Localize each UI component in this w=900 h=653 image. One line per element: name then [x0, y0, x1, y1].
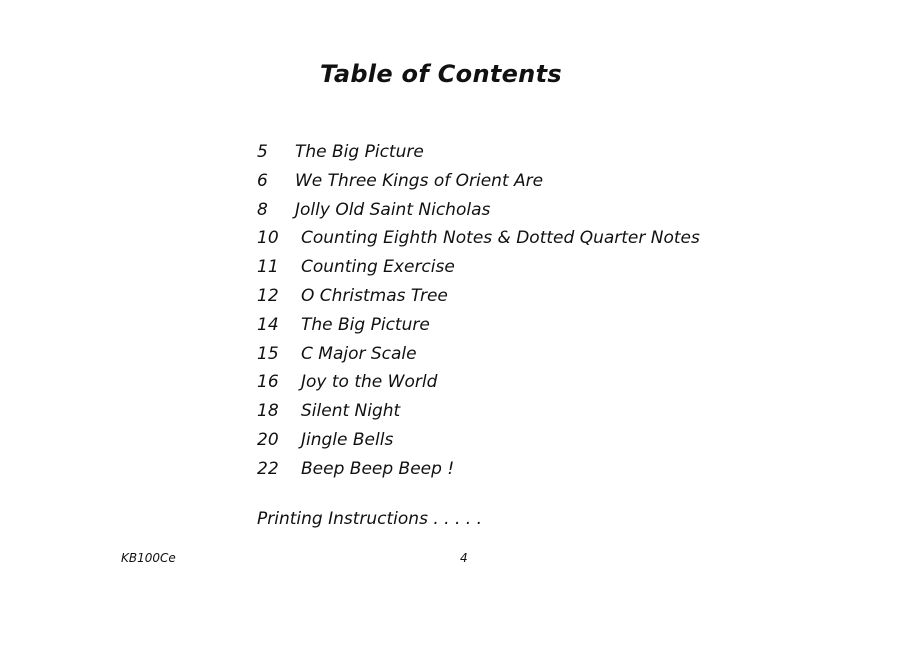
toc-entry-title: The Big Picture	[301, 314, 430, 335]
table-of-contents-list	[257, 140, 700, 486]
toc-entry	[257, 370, 700, 399]
toc-entry-title: Joy to the World	[301, 372, 438, 393]
toc-entry	[257, 198, 700, 227]
toc-entry-title: O Christmas Tree	[301, 285, 448, 306]
toc-entry-title: We Three Kings of Orient Are	[295, 170, 544, 191]
toc-entry	[257, 399, 700, 428]
toc-page-number: 15	[257, 343, 279, 364]
toc-entry	[257, 457, 700, 486]
toc-page-number: 16	[257, 372, 279, 393]
toc-page-number: 14	[257, 314, 279, 335]
footer-code: KB100Ce	[121, 551, 176, 565]
toc-entry-title: Beep Beep Beep !	[301, 458, 455, 479]
toc-entry	[257, 428, 700, 457]
printing-instructions: Printing Instructions . . . . .	[257, 509, 482, 529]
toc-page-number: 8	[257, 199, 268, 220]
toc-entry-title: Jolly Old Saint Nicholas	[295, 199, 491, 220]
toc-page-number: 10	[257, 228, 279, 249]
toc-page-number: 22	[257, 458, 279, 479]
footer-page-number: 4	[460, 551, 468, 565]
toc-page-number: 18	[257, 401, 279, 422]
toc-entry	[257, 313, 700, 342]
toc-entry-title: The Big Picture	[295, 142, 424, 162]
page-title: Table of Contents	[320, 60, 562, 88]
toc-entry-title: Silent Night	[301, 401, 401, 422]
toc-entry	[257, 255, 700, 284]
toc-entry	[257, 226, 700, 255]
toc-entry	[257, 284, 700, 313]
toc-page-number: 11	[257, 257, 279, 278]
toc-entry-title: Counting Exercise	[301, 257, 455, 278]
toc-entry	[257, 140, 700, 169]
toc-page-number: 12	[257, 285, 279, 306]
toc-entry-title: Jingle Bells	[301, 429, 394, 450]
toc-page-number: 5	[257, 142, 268, 162]
toc-page-number: 6	[257, 170, 268, 191]
toc-entry-title: C Major Scale	[301, 343, 417, 364]
toc-entry	[257, 169, 700, 198]
toc-page-number: 20	[257, 429, 279, 450]
toc-entry-title: Counting Eighth Notes & Dotted Quarter Notes	[301, 228, 700, 249]
toc-entry	[257, 342, 700, 371]
